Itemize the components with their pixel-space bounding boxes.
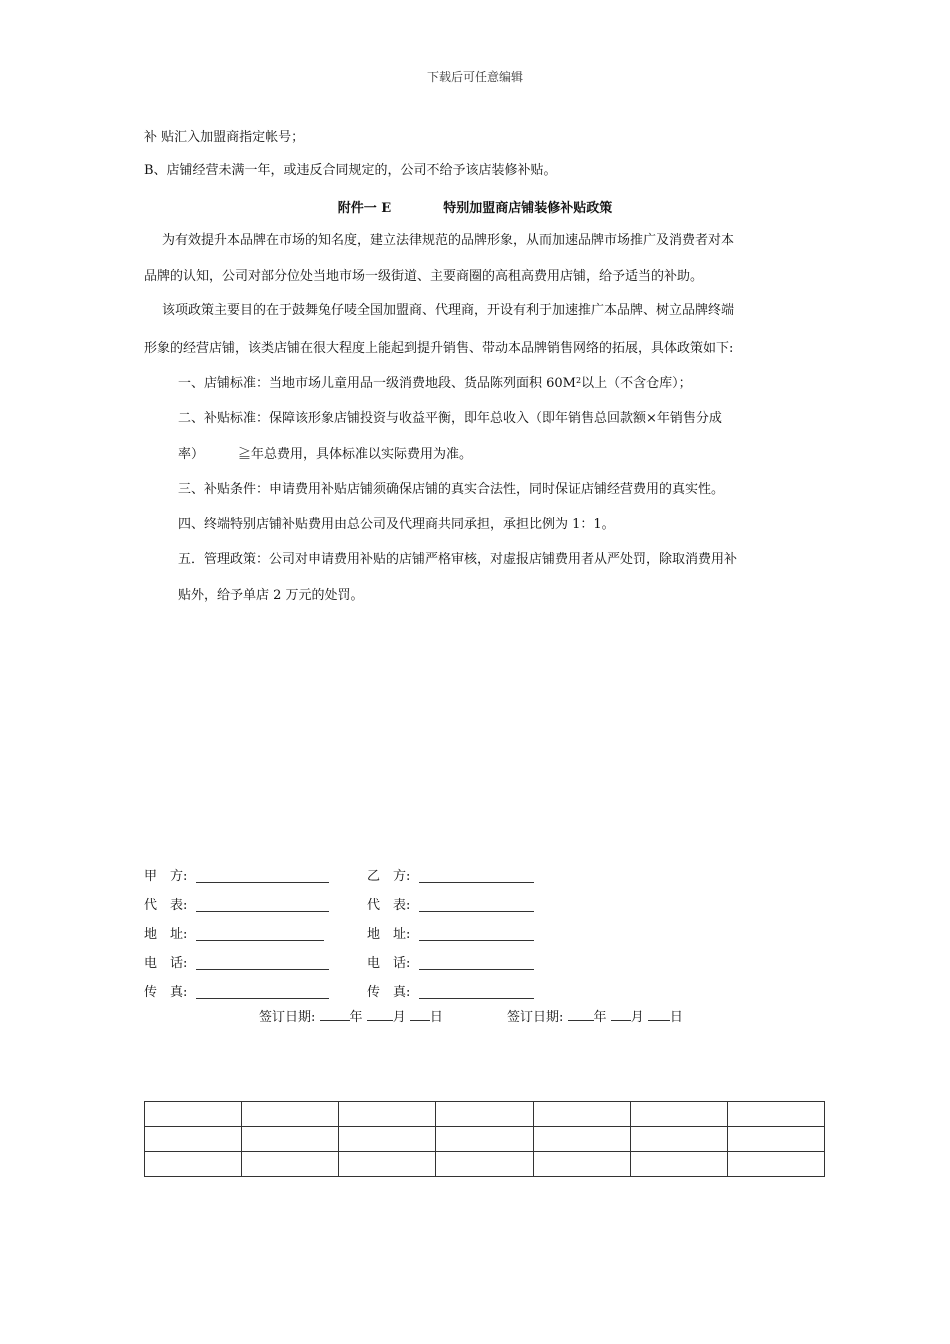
fax-a-blank[interactable] <box>196 998 329 999</box>
table-cell <box>242 1102 339 1127</box>
table-cell <box>533 1152 630 1177</box>
table-cell <box>145 1152 242 1177</box>
address-a-label: 地 址: <box>144 927 188 942</box>
table-row <box>145 1127 825 1152</box>
signing-date-a: 签订日期: 年 月 日 <box>259 1006 443 1025</box>
table-cell <box>727 1152 824 1177</box>
table-cell <box>242 1152 339 1177</box>
title-main: 特别加盟商店铺装修补贴政策 <box>443 201 613 216</box>
policy-item-3: 三、补贴条件：申请费用补贴店铺须确保店铺的真实合法性，同时保证店铺经营费用的真实性。 <box>178 482 725 497</box>
table-cell <box>436 1152 533 1177</box>
table-cell <box>630 1102 727 1127</box>
paragraph-line: 该项政策主要目的在于鼓舞兔仔唛全国加盟商、代理商，开设有利于加速推广本品牌、树立品牌终端 <box>162 303 735 318</box>
signing-date-b: 签订日期: 年 月 日 <box>507 1006 683 1025</box>
day-blank-b[interactable] <box>648 1007 670 1021</box>
policy-item-5-cont: 贴外，给予单店 2 万元的处罚。 <box>178 588 364 603</box>
party-a-label: 甲 方: <box>144 869 188 884</box>
fax-b-blank[interactable] <box>419 998 534 999</box>
title-annex: 附件一 E <box>337 201 392 216</box>
policy-item-2: 二、补贴标准：保障该形象店铺投资与收益平衡，即年总收入（即年销售总回款额×年销售分成 <box>178 411 722 426</box>
phone-b-label: 电 话: <box>367 956 411 971</box>
year-blank-a[interactable] <box>320 1007 350 1021</box>
address-b-label: 地 址: <box>367 927 411 942</box>
phone-b-blank[interactable] <box>419 969 534 970</box>
paragraph-line: 为有效提升本品牌在市场的知名度，建立法律规范的品牌形象，从而加速品牌市场推广及消费者对本 <box>162 233 735 248</box>
table-row <box>145 1102 825 1127</box>
year-blank-b[interactable] <box>568 1007 594 1021</box>
text-line: B、店铺经营未满一年，或违反合同规定的，公司不给予该店装修补贴。 <box>144 163 557 178</box>
phone-a-blank[interactable] <box>196 969 329 970</box>
policy-item-4: 四、终端特别店铺补贴费用由总公司及代理商共同承担，承担比例为 1：1。 <box>178 517 615 532</box>
party-a-blank[interactable] <box>196 882 329 883</box>
table-cell <box>339 1102 436 1127</box>
table-cell <box>339 1127 436 1152</box>
page-header: 下载后可任意编辑 <box>426 70 523 84</box>
table-cell <box>145 1127 242 1152</box>
phone-a-label: 电 话: <box>144 956 188 971</box>
table-cell <box>533 1127 630 1152</box>
table-cell <box>242 1127 339 1152</box>
fax-a-label: 传 真: <box>144 985 188 1000</box>
table-cell <box>630 1152 727 1177</box>
table-cell <box>436 1102 533 1127</box>
table-cell <box>145 1102 242 1127</box>
section-title <box>0 197 950 216</box>
policy-item-2-cont: 率） ≧年总费用，具体标准以实际费用为准。 <box>178 447 473 462</box>
text-line: 补 贴汇入加盟商指定帐号； <box>144 130 305 145</box>
rep-a-blank[interactable] <box>196 911 329 912</box>
table-cell <box>727 1127 824 1152</box>
address-b-blank[interactable] <box>419 940 534 941</box>
address-a-blank[interactable] <box>196 940 324 941</box>
policy-item-5: 五．管理政策：公司对申请费用补贴的店铺严格审核，对虚报店铺费用者从严处罚，除取消费用补 <box>178 552 738 567</box>
day-blank-a[interactable] <box>410 1007 430 1021</box>
paragraph-line: 形象的经营店铺，该类店铺在很大程度上能起到提升销售、带动本品牌销售网络的拓展，具体政策如下: <box>144 341 734 356</box>
table-row <box>145 1152 825 1177</box>
table-cell <box>630 1127 727 1152</box>
table-cell <box>727 1102 824 1127</box>
fax-b-label: 传 真: <box>367 985 411 1000</box>
party-b-label: 乙 方: <box>367 869 411 884</box>
rep-b-label: 代 表: <box>367 898 411 913</box>
month-blank-b[interactable] <box>611 1007 631 1021</box>
month-blank-a[interactable] <box>367 1007 393 1021</box>
party-b-blank[interactable] <box>419 882 534 883</box>
table-cell <box>436 1127 533 1152</box>
rep-a-label: 代 表: <box>144 898 188 913</box>
paragraph-line: 品牌的认知，公司对部分位处当地市场一级街道、主要商圈的高租高费用店铺，给予适当的补助。 <box>144 269 704 284</box>
table-cell <box>339 1152 436 1177</box>
footer-table <box>144 1101 825 1177</box>
policy-item-1: 一、店铺标准：当地市场儿童用品一级消费地段、货品陈列面积 $60M^2$以上（不含仓库）； <box>178 376 692 391</box>
rep-b-blank[interactable] <box>419 911 534 912</box>
table-cell <box>533 1102 630 1127</box>
